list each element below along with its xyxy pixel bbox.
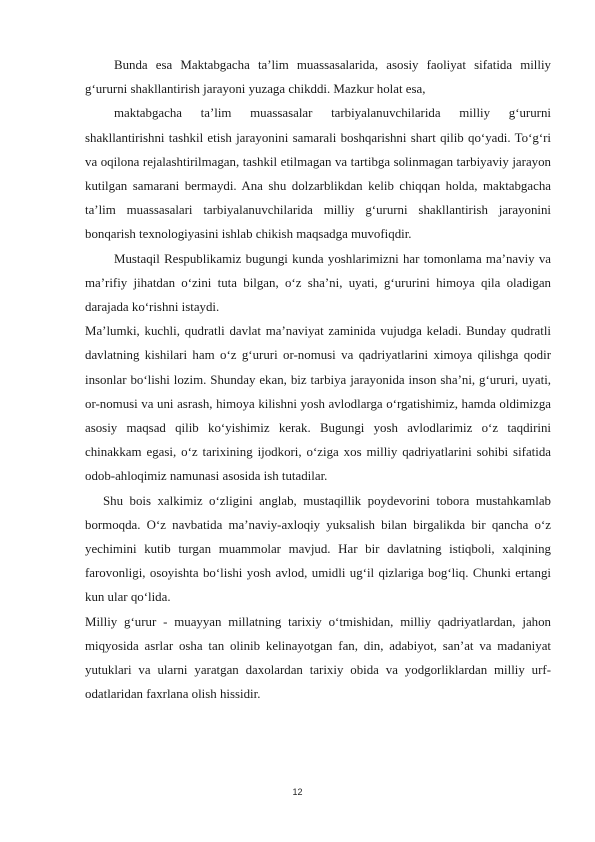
paragraph-5: Shu bois xalkimiz o‘zligini anglab, mustaqillik poydevorini tobora mustahkamlab bormoqda. O‘z navbatida ma’naviy-axloqiy yuksalish bilan birgalikda bir qancha o‘z yechimini kutib turgan muammolar mavjud. Har bir davlatning istiqboli, xalqining farovonligi, osoyishta bo‘lishi yosh avlod, umidli ug‘il qizlariga bog‘liq. Chunki ertangi kun ular qo‘lida. xyxy=(85,493,551,605)
page-number: 12 xyxy=(292,787,303,797)
paragraph-6: Milliy g‘urur - muayyan millatning tarixiy o‘tmishidan, milliy qadriyatlardan, jahon miqyosida asrlar osha tan olinib kelinayotgan fan, din, adabiyot, san’at va madaniyat yutuklari va ularni yaratgan daxolardan tarixiy obida va yodgorliklardan milliy urf-odatlaridan faxrlana olish hissidir. xyxy=(85,614,551,702)
paragraph-4: Ma’lumki, kuchli, qudratli davlat ma’naviyat zaminida vujudga keladi. Bunday qudratli davlatning kishilari ham o‘z g‘ururi or-nomusi va qadriyatlarini ximoya qilishga qodir insonlar bo‘lishi lozim. Shunday ekan, biz tarbiya jarayonida inson sha’ni, g‘ururi, uyati, or-nomusi va uni asrash, himoya kilishni yosh avlodlarga o‘rgatishimiz, hamda oldimizga asosiy maqsad qilib ko‘yishimiz kerak. Bugungi yosh avlodlarimiz o‘z taqdirini chinakkam egasi, o‘z tarixining ijodkori, o‘ziga xos milliy qadriyatlarini sohibi sifatida odob-ahloqimiz namunasi asosida ish tutadilar. xyxy=(85,324,551,484)
document-body xyxy=(85,53,551,706)
paragraph-2: maktabgacha ta’lim muassasalar tarbiyalanuvchilarida milliy g‘ururni shakllantirishni tashkil etish jarayonini samarali boshqarishni shart qilib qo‘yadi. To‘g‘ri va oqilona rejalashtirilmagan, tashkil etilmagan va tartibga solinmagan tarbiyaviy jarayon kutilgan samarani bermaydi. Ana shu dolzarblikdan kelib chiqqan holda, maktabgacha ta’lim muassasalari tarbiyalanuvchilarida milliy g‘ururni shakllantirish jarayonini bonqarish texnologiyasini ishlab chikish maqsadga muvofiqdir. xyxy=(85,106,551,242)
paragraph-1: Bunda esa Maktabgacha ta’lim muassasalarida, asosiy faoliyat sifatida milliy g‘ururni shakllantirish jarayoni yuzaga chikddi. Mazkur holat esa, xyxy=(85,58,551,97)
paragraph-3: Mustaqil Respublikamiz bugungi kunda yoshlarimizni har tomonlama ma’naviy va ma’rifiy jihatdan o‘zini tuta bilgan, o‘z sha’ni, uyati, g‘ururini himoya qila oladigan darajada ko‘rishni istaydi. xyxy=(85,251,551,315)
